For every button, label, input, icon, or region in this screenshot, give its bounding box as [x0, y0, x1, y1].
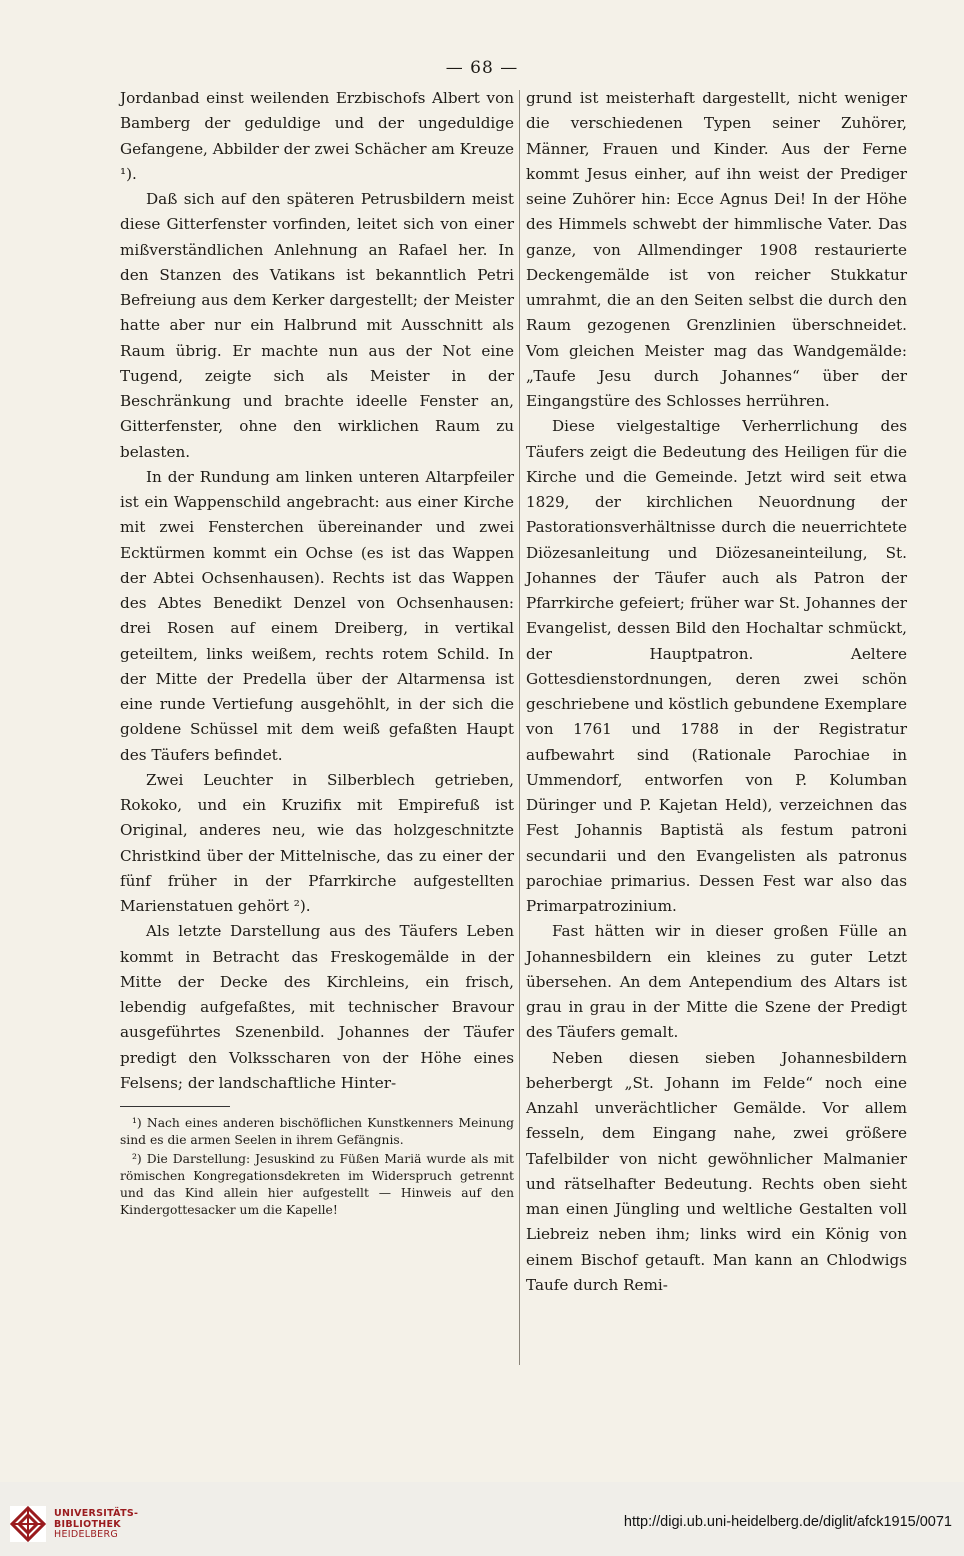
paragraph: Neben diesen sieben Johannesbildern beherbergt „St. Johann im Felde“ noch eine Anzahl unverächtlicher Gemälde. Vor allem fesseln, dem Eingang nahe, zwei größere Tafelbilder von nicht gewöhnlicher Malmanier und rätselhafter Bedeutung. Rechts oben sieht man einen Jüngling und weltliche Gestalten voll Liebreiz neben ihm; links wird ein König von einem Bischof getauft. Man kann an Chlodwigs Taufe durch Remi-: [526, 1048, 907, 1294]
paragraph: Fast hätten wir in dieser großen Fülle an Johannesbildern ein kleines zu guter Letzt übersehen. An dem Antependium des Altars ist grau in grau in der Mitte die Szene der Predigt des Täufers gemalt.: [526, 922, 907, 1042]
paragraph: Daß sich auf den späteren Petrusbildern meist diese Gitterfenster vorfinden, leitet sich von einer mißverständlichen Anlehnung an Rafael her. In den Stanzen des Vatikans ist bekanntlich Petri Befreiung aus dem Kerker dargestellt; der Meister hatte aber nur ein Halbrund mit Ausschnitt als Raum übrig. Er machte nun aus der Not eine Tugend, zeigte sich als Meister in der Beschränkung und brachte ideelle Fenster an, Gitterfenster, ohne den wirklichen Raum zu belasten.: [120, 190, 514, 461]
column-divider: [519, 90, 520, 1365]
paragraph: grund ist meisterhaft dargestellt, nicht weniger die verschiedenen Typen seiner Zuhörer, Männer, Frauen und Kinder. Aus der Ferne kommt Jesus einher, auf ihn weist der Prediger seine Zuhörer hin: Ecce Agnus Dei! In der Höhe des Himmels schwebt der himmlische Vater. Das ganze, von Allmendinger 1908 restaurierte Deckengemälde ist von reicher Stukkatur umrahmt, die an den Seiten selbst die durch den Raum gezogenen Grenzlinien überschneidet. Vom gleichen Meister mag das Wandgemälde: „Taufe Jesu durch Johannes“ über der Eingangstüre des Schlosses herrühren.: [526, 89, 907, 410]
source-url-link[interactable]: http://digi.ub.uni-heidelberg.de/diglit/afck1915/0071: [623, 1514, 952, 1530]
left-column: [120, 86, 514, 1221]
paragraph: Diese vielgestaltige Verherrlichung des Täufers zeigt die Bedeutung des Heiligen für die Kirche und die Gemeinde. Jetzt wird seit etwa 1829, der kirchlichen Neuordnung der Pastorationsverhältnisse durch die neuerrichtete Diözesanleitung und Diözesaneinteilung, St. Johannes der Täufer auch als Patron der Pfarrkirche gefeiert; früher war St. Johannes der Evangelist, dessen Bild den Hochaltar schmückt, der Hauptpatron. Aeltere Gottesdienstordnungen, deren zwei schön geschriebene und köstlich gebundene Exemplare von 1761 und 1788 in der Registratur aufbewahrt sind (Rationale Parochiae in Ummendorf, entworfen von P. Kolumban Düringer und P. Kajetan Held), verzeichnen das Fest Johannis Baptistä als festum patroni secundarii und den Evangelisten als patronus parochiae primarius. Dessen Fest war also das Primarpatrozinium.: [526, 417, 907, 915]
logo-text: [54, 1509, 138, 1541]
logo-line: UNIVERSITÄTS-: [54, 1508, 139, 1519]
right-column: [526, 86, 907, 1298]
paragraph: Als letzte Darstellung aus des Täufers Leben kommt in Betracht das Freskogemälde in der Mitte der Decke des Kirchleins, ein frisch, lebendig aufgefaßtes, mit technischer Bravour ausgeführtes Szenenbild. Johannes der Täufer predigt den Volksscharen von der Höhe eines Felsens; der landschaftliche Hinter-: [120, 922, 514, 1092]
logo-line: HEIDELBERG: [54, 1529, 119, 1540]
footnote-divider: [120, 1106, 230, 1107]
logo-line: BIBLIOTHEK: [54, 1518, 121, 1530]
university-logo-icon: [10, 1506, 46, 1542]
page-number: — 68 —: [445, 58, 519, 78]
paragraph: Jordanbad einst weilenden Erzbischofs Albert von Bamberg der geduldige und der ungeduldige Gefangene, Abbilder der zwei Schächer am Kreuze ¹).: [120, 89, 514, 183]
footnotes: [120, 1115, 514, 1219]
paragraph: In der Rundung am linken unteren Altarpfeiler ist ein Wappenschild angebracht: aus einer Kirche mit zwei Fensterchen übereinander und zwei Ecktürmen kommt ein Ochse (es ist das Wappen der Abtei Ochsenhausen). Rechts ist das Wappen des Abtes Benedikt Denzel von Ochsenhausen: drei Rosen auf einem Dreiberg, in vertikal geteiltem, links weißem, rechts rotem Schild. In der Mitte der Predella über der Altarmensa ist eine runde Vertiefung ausgehöhlt, in der sich die goldene Schüssel mit dem weiß gefaßten Haupt des Täufers befindet.: [120, 467, 514, 764]
footnote: ¹) Nach eines anderen bischöflichen Kunstkenners Meinung sind es die armen Seelen in ihrem Gefängnis.: [120, 1116, 514, 1147]
footnote: ²) Die Darstellung: Jesuskind zu Füßen Mariä wurde als mit römischen Kongregationsdekreten im Widerspruch getrennt und das Kind allein hier aufgestellt — Hinweis auf den Kindergottesacker um die Kapelle!: [120, 1152, 514, 1217]
paragraph: Zwei Leuchter in Silberblech getrieben, Rokoko, und ein Kruzifix mit Empirefuß ist Original, anderes neu, wie das holzgeschnitzte Christkind über der Mittelnische, das zu einer der fünf früher in der Pfarrkirche aufgestellten Marienstatuen gehört ²).: [120, 770, 514, 915]
footer-bar: [0, 1482, 964, 1556]
